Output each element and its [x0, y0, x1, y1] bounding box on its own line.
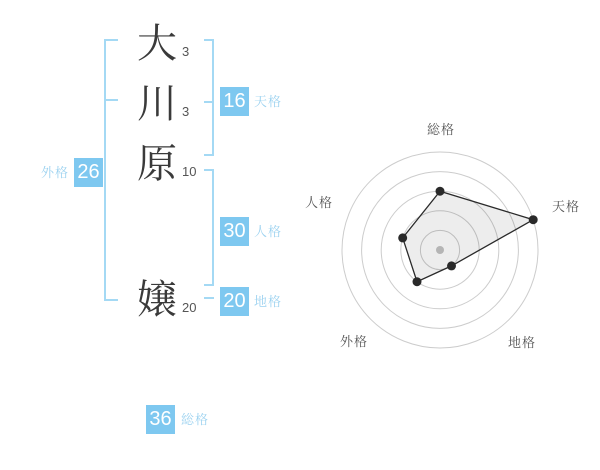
stroke-count: 20: [182, 300, 197, 315]
radar-polygon: [403, 191, 534, 282]
radar-center-dot: [436, 246, 444, 254]
gaikaku-label: 外格: [41, 165, 70, 180]
name-character: 大: [137, 22, 177, 66]
jinkaku-value-box: 30: [220, 217, 249, 246]
jinkaku-label: 人格: [254, 224, 283, 239]
tenkaku-label: 天格: [254, 94, 283, 109]
chikaku-label: 地格: [254, 294, 283, 309]
name-character: 原: [137, 142, 177, 186]
radar-axis-label: 地格: [507, 335, 537, 350]
stroke-count: 10: [182, 164, 197, 179]
radar-axis-label: 人格: [304, 195, 334, 210]
radar-data-point: [447, 261, 456, 270]
radar-data-point: [413, 277, 422, 286]
radar-data-point: [529, 215, 538, 224]
stroke-count: 3: [182, 44, 190, 59]
chikaku-value-box: 20: [220, 287, 249, 316]
radar-axis-label: 外格: [339, 334, 369, 349]
radar-data-point: [436, 187, 445, 196]
soukaku-value-box: 36: [146, 405, 175, 434]
stroke-count: 3: [182, 104, 190, 119]
name-character: 川: [137, 82, 177, 126]
radar-axis-label: 総格: [426, 122, 456, 137]
name-character: 嬢: [137, 278, 177, 322]
tenkaku-value-box: 16: [220, 87, 249, 116]
soukaku-label: 総格: [181, 412, 210, 427]
radar-data-point: [398, 233, 407, 242]
radar-axis-label: 天格: [551, 199, 581, 214]
gaikaku-value-box: 26: [74, 158, 103, 187]
